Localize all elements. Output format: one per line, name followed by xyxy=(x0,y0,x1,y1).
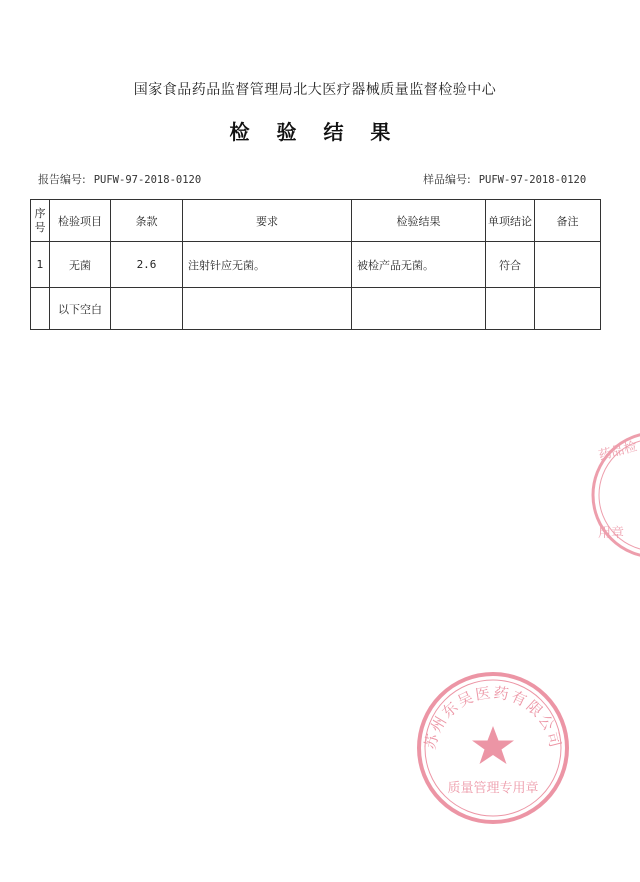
seal-star-icon xyxy=(472,726,514,764)
table-row xyxy=(31,242,601,288)
cell-clause: 2.6 xyxy=(111,242,183,288)
table-row xyxy=(31,288,601,330)
cell-seq: 1 xyxy=(31,242,50,288)
header-seq-line2: 号 xyxy=(34,220,46,234)
company-seal-bottom-text: 质量管理专用章 xyxy=(447,781,539,796)
cell-result xyxy=(352,288,486,330)
cell-conclusion: 符合 xyxy=(486,242,535,288)
report-number-value: PUFW-97-2018-0120 xyxy=(93,174,202,186)
cell-requirement xyxy=(183,288,352,330)
result-table xyxy=(30,199,601,330)
side-seal-text: 药品检 xyxy=(597,439,639,464)
side-seal-bottom-text: 用章 xyxy=(598,526,625,541)
cell-clause xyxy=(111,288,183,330)
company-seal-text: 苏州东吴医药有限公司 xyxy=(421,683,565,752)
cell-remark xyxy=(535,288,601,330)
cell-item: 无菌 xyxy=(50,242,111,288)
header-requirement: 要求 xyxy=(183,200,352,242)
cell-item: 以下空白 xyxy=(50,288,111,330)
sample-number-label: 样品编号: xyxy=(423,173,471,186)
report-number-label: 报告编号: xyxy=(38,173,86,186)
table-header-row xyxy=(31,200,601,242)
cell-result: 被检产品无菌。 xyxy=(352,242,486,288)
sample-number-value: PUFW-97-2018-0120 xyxy=(478,174,587,186)
header-seq xyxy=(31,200,50,242)
header-seq-line1: 序 xyxy=(34,206,46,220)
header-conclusion: 单项结论 xyxy=(486,200,535,242)
header-result: 检验结果 xyxy=(352,200,486,242)
header-clause: 条款 xyxy=(111,200,183,242)
document-title: 检 验 结 果 xyxy=(229,120,401,144)
header-remark: 备注 xyxy=(535,200,601,242)
company-seal-stamp xyxy=(413,668,573,828)
cell-conclusion xyxy=(486,288,535,330)
cell-remark xyxy=(535,242,601,288)
side-seal-stamp xyxy=(580,425,640,565)
sample-number xyxy=(423,171,586,187)
report-number xyxy=(38,171,201,187)
cell-requirement: 注射针应无菌。 xyxy=(183,242,352,288)
header-item: 检验项目 xyxy=(50,200,111,242)
organization-name: 国家食品药品监督管理局北大医疗器械质量监督检验中心 xyxy=(133,82,497,98)
cell-seq xyxy=(31,288,50,330)
